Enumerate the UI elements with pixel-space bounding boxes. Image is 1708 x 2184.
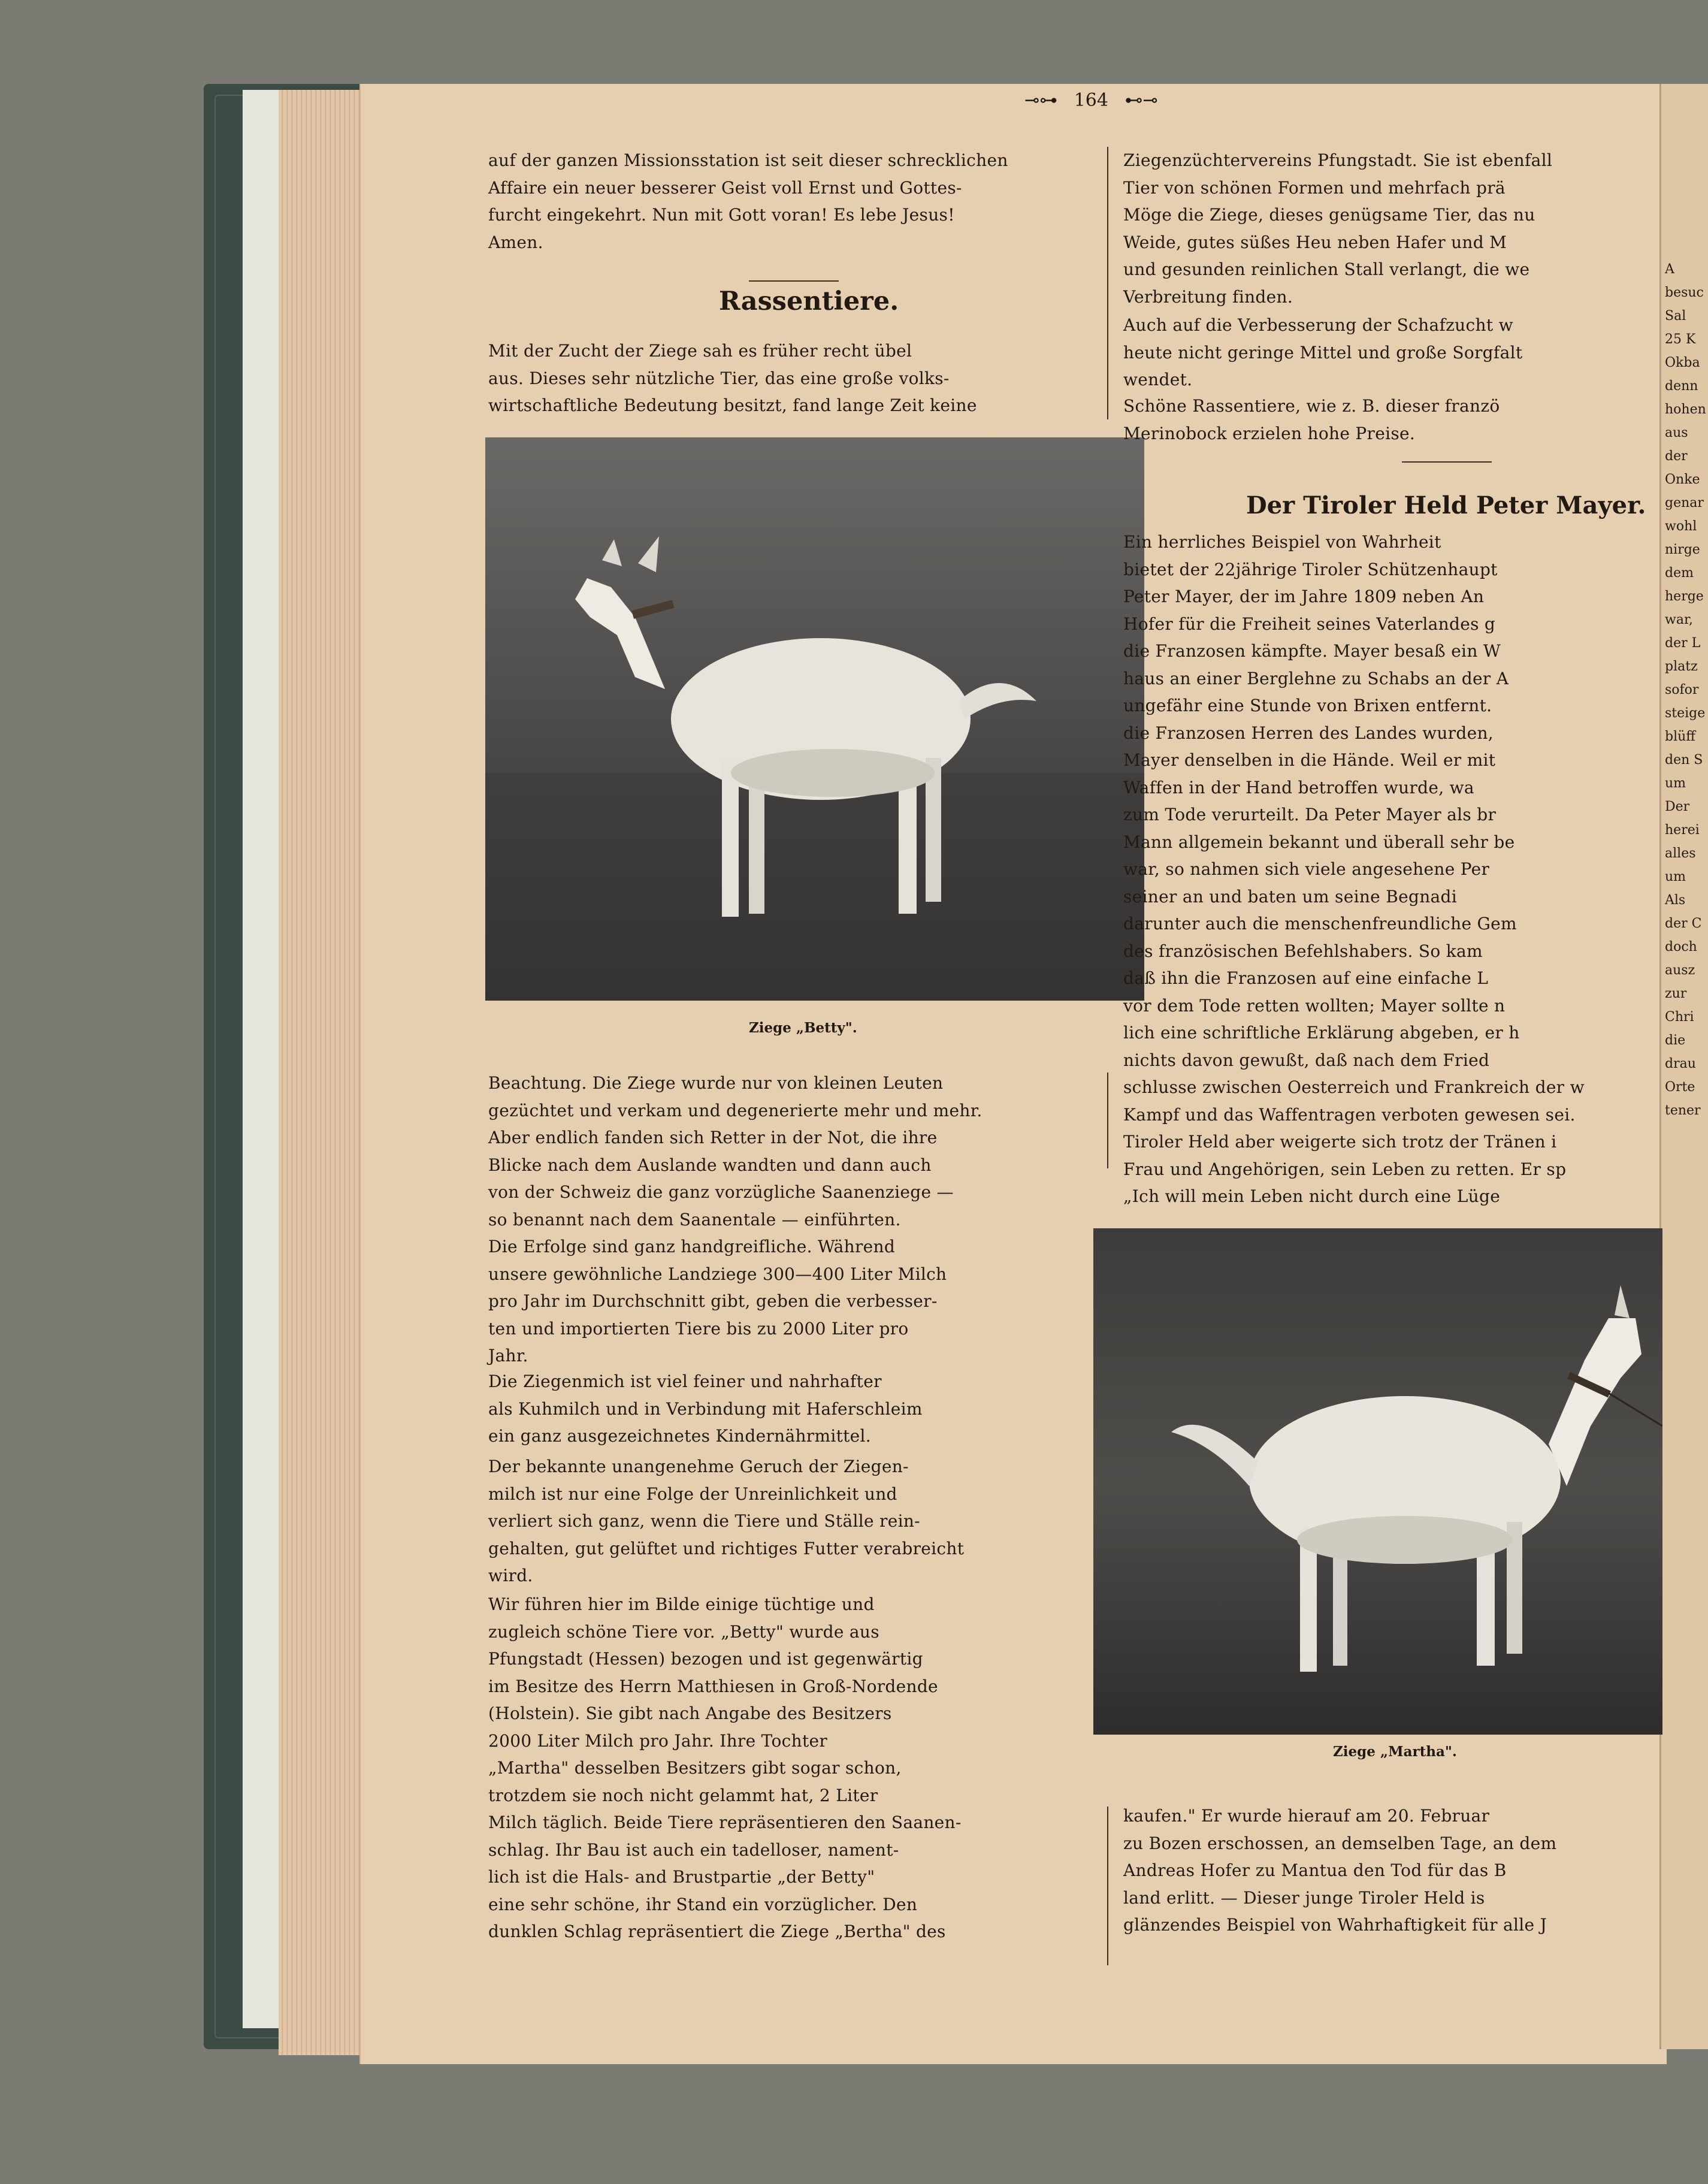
- goat-betty-illustration: [485, 437, 1144, 1001]
- column-divider-middle: [1107, 1073, 1108, 1168]
- page-number: 164: [1074, 90, 1108, 111]
- rassentiere-continued-3: Schöne Rassentiere, wie z. B. dieser franzö Merinobock erzielen hohe Preise.: [1123, 396, 1500, 443]
- ornament-right: ⊷⊸: [1124, 90, 1158, 111]
- intro-paragraph: auf der ganzen Missionsstation ist seit dieser schrecklichen Affaire ein neuer besserer Geist voll Ernst und Gottes- furcht eingekehrt. Nun mit Gott voran! Es lebe Jesus! Amen.: [488, 150, 1008, 252]
- photo-martha-caption: Ziege „Martha".: [1333, 1744, 1457, 1760]
- page-header: [1024, 90, 1158, 111]
- column-divider-top: [1107, 147, 1108, 419]
- photo-betty-caption: Ziege „Betty".: [749, 1020, 857, 1036]
- goat-martha-illustration: [1093, 1228, 1662, 1735]
- tiroler-paragraph-2: kaufen." Er wurde hierauf am 20. Februar zu Bozen erschossen, an demselben Tage, an dem Andreas Hofer zu Mantua den Tod für das B land erlitt. — Dieser junge Tiroler Held is glänzendes Beispiel von Wahrhaftigkeit für alle J: [1123, 1806, 1557, 1935]
- rassentiere-paragraph-5: Wir führen hier im Bilde einige tüchtige und zugleich schöne Tiere vor. „Betty" wurde aus Pfungstadt (Hessen) bezogen und ist gegenwärtig im Besitze des Herrn Matthiesen in Groß-Nordende (Holstein). Sie gibt nach Angabe des Besitzers 2000 Liter Milch pro Jahr. Ihre Tochter „Martha" desselben Besitzers gibt sogar schon, trotzdem sie noch nicht gelammt hat, 2 Liter Milch täglich. Beide Tiere repräsentieren den Saanen- schlag. Ihr Bau ist auch ein tadelloser, nament- lich ist die Hals- and Brustpartie „der Betty" eine sehr schöne, ihr Stand ein vorzüglicher. Den dunklen Schlag repräsentiert die Ziege „Bertha" des: [488, 1594, 962, 1941]
- rassentiere-paragraph-1: Mit der Zucht der Ziege sah es früher recht übel aus. Dieses sehr nützliche Tier, das eine große volks- wirtschaftliche Bedeutung besitzt, fand lange Zeit keine: [488, 341, 977, 415]
- column-divider-bottom: [1107, 1807, 1108, 1965]
- rassentiere-paragraph-4: Der bekannte unangenehme Geruch der Ziegen- milch ist nur eine Folge der Unreinlichkeit und verliert sich ganz, wenn die Tiere und Ställe rein- gehalten, gut gelüftet und richtiges Futter verabreicht wird.: [488, 1457, 965, 1585]
- rassentiere-continued-2: Auch auf die Verbesserung der Schafzucht w heute nicht geringe Mittel und große Sorgfalt wendet.: [1123, 315, 1523, 389]
- rassentiere-paragraph-3: Die Ziegenmich ist viel feiner und nahrhafter als Kuhmilch und in Verbindung mit Haferschleim ein ganz ausgezeichnetes Kindernährmittel.: [488, 1372, 923, 1446]
- section-divider-2: [1402, 461, 1492, 463]
- rassentiere-paragraph-2: Beachtung. Die Ziege wurde nur von kleinen Leuten gezüchtet und verkam und degenerierte mehr und mehr. Aber endlich fanden sich Retter in der Not, die ihre Blicke nach dem Auslande wandten und dann auch von der Schweiz die ganz vorzügliche Saanenziege — so benannt nach dem Saanentale — einführten. Die Erfolge sind ganz handgreifliche. Während unsere gewöhnliche Landziege 300—400 Liter Milch pro Jahr im Durchschnitt gibt, geben die verbesser- ten und importierten Tiere bis zu 2000 Liter pro Jahr.: [488, 1073, 983, 1366]
- rassentiere-continued-1: Ziegenzüchtervereins Pfungstadt. Sie ist ebenfall Tier von schönen Formen und mehrfach prä Möge die Ziege, dieses genügsame Tier, das nu Weide, gutes süßes Heu neben Hafer und M und gesunden reinlichen Stall verlangt, die we Verbreitung finden.: [1123, 150, 1553, 307]
- tiroler-title: Der Tiroler Held Peter Mayer.: [1246, 491, 1646, 519]
- section-divider-1: [749, 280, 839, 282]
- next-page-edge: [1659, 84, 1708, 2049]
- goat-martha-photo: [1093, 1228, 1662, 1735]
- tiroler-paragraph-1: Ein herrliches Beispiel von Wahrheit bietet der 22jährige Tiroler Schützenhaupt Peter Mayer, der im Jahre 1809 neben An Hofer für die Freiheit seines Vaterlandes g die Franzosen kämpfte. Mayer besaß ein W haus an einer Berglehne zu Schabs an der A ungefähr eine Stunde von Brixen entfernt. die Franzosen Herren des Landes wurden, Mayer denselben in die Hände. Weil er mit Waffen in der Hand betroffen wurde, wa zum Tode verurteilt. Da Peter Mayer als br Mann allgemein bekannt und überall sehr be war, so nahmen sich viele angesehene Per seiner an und baten um seine Begnadi darunter auch die menschenfreundliche Gem des französischen Befehlshabers. So kam daß ihn die Franzosen auf eine einfache L vor dem Tode retten wollten; Mayer sollte n lich eine schriftliche Erklärung abgeben, er h nichts davon gewußt, daß nach dem Fried schlusse zwischen Oesterreich und Frankreich der w Kampf und das Waffentragen verboten gewesen sei. Tiroler Held aber weigerte sich trotz der Tränen i Frau und Angehörigen, sein Leben zu retten. Er sp „Ich will mein Leben nicht durch eine Lüge: [1123, 532, 1585, 1206]
- ornament-left: ⊸⊶: [1024, 90, 1058, 111]
- rassentiere-title: Rassentiere.: [719, 286, 899, 316]
- goat-betty-photo: [485, 437, 1144, 1001]
- next-page-snippet: A besuc Sal 25 K Okba denn hohen aus der Onke genar wohl nirge dem herge war, der L platz sofor steige blüff den S um Der herei alles um Als der C doch ausz zur Chri die drau Orte tener: [1665, 262, 1706, 1118]
